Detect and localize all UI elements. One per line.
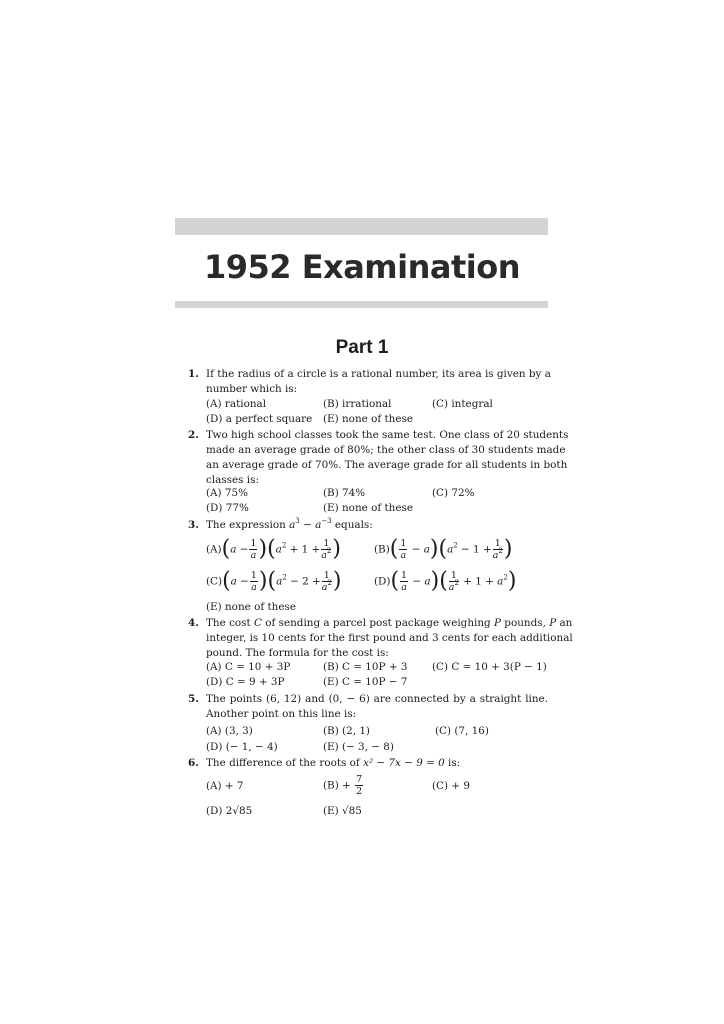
header-rule-bottom [175, 301, 548, 308]
section-heading: Part 1 [335, 337, 389, 358]
problem-5-stem-line: Another point on this line is: [206, 708, 357, 720]
problem-6-option-a: (A) + 7 [206, 780, 244, 792]
problem-2-option-d: (D) 77% [206, 502, 249, 514]
problem-4-stem-line: The cost C of sending a parcel post package weighing P pounds, P an [206, 617, 573, 629]
problem-4-option-a: (A) C = 10 + 3P [206, 661, 291, 673]
problem-3-option-b: (B)( $\frac{1}{a}$ − $a)(a^2 - 1$ + $\frac{1}{a^2}$ ) [374, 536, 513, 562]
problem-number: 2. [188, 429, 199, 441]
problem-4-option-b: (B) C = 10P + 3 [323, 661, 408, 673]
problem-2-stem-line: made an average grade of 80%; the other class of 30 students made [206, 444, 566, 456]
problem-2-option-a: (A) 75% [206, 487, 249, 499]
problem-5-option-e: (E) (− 3, − 8) [323, 741, 394, 753]
option-label: (A) [206, 543, 222, 556]
problem-4-option-e: (E) C = 10P − 7 [323, 676, 408, 688]
problem-5-stem-line: The points (6, 12) and (0, − 6) are connected by a straight line. [206, 693, 548, 705]
problem-1-stem-line: If the radius of a circle is a rational number, its area is given by a [206, 368, 551, 380]
problem-5-option-b: (B) (2, 1) [323, 725, 370, 737]
problem-4-option-c: (C) C = 10 + 3(P − 1) [432, 661, 547, 673]
problem-5-option-d: (D) (− 1, − 4) [206, 741, 278, 753]
problem-1-option-c: (C) integral [432, 398, 493, 410]
option-label: (B) [374, 543, 390, 556]
problem-2-option-c: (C) 72% [432, 487, 475, 499]
problem-3-stem: The expression $a^3 - a^{-3}$ equals: [206, 517, 373, 531]
option-label: (D) [374, 575, 391, 588]
problem-4-stem-line: integer, is 10 cents for the first pound and 3 cents for each additional [206, 632, 573, 644]
problem-2-stem-line: Two high school classes took the same test. One class of 20 students [206, 429, 569, 441]
problem-1-option-a: (A) rational [206, 398, 267, 410]
header-rule-top [175, 218, 548, 235]
problem-2-stem-line: an average grade of 70%. The average grade for all students in both [206, 459, 568, 471]
problem-number: 5. [188, 693, 199, 705]
problem-2-option-e: (E) none of these [323, 502, 413, 514]
problem-1-stem-line: number which is: [206, 383, 298, 395]
problem-5-option-a: (A) (3, 3) [206, 725, 253, 737]
problem-3-option-c: (C)(a − $\frac{1}{a}$ )($a^2 - 2$ + $\frac{1}{a^2}$ ) [206, 568, 342, 594]
problem-6-option-e: (E) √85 [323, 805, 362, 817]
problem-2-stem-line: classes is: [206, 474, 259, 486]
problem-4-option-d: (D) C = 9 + 3P [206, 676, 285, 688]
option-label: (C) [206, 575, 223, 588]
problem-6-option-c: (C) + 9 [432, 780, 470, 792]
problem-number: 1. [188, 368, 199, 380]
problem-1-option-e: (E) none of these [323, 413, 413, 425]
problem-1-option-d: (D) a perfect square [206, 413, 313, 425]
problem-5-option-c: (C) (7, 16) [435, 725, 489, 737]
problem-number: 4. [188, 617, 199, 629]
problem-3-option-a: (A)(a − $\frac{1}{a}$ )($a^2 + 1$ + $\frac{1}{a^2}$ ) [206, 536, 341, 562]
problem-6-option-d: (D) 2√85 [206, 805, 253, 817]
page-title: 1952 Examination [203, 248, 520, 286]
problem-1-option-b: (B) irrational [323, 398, 392, 410]
problem-number: 6. [188, 757, 199, 769]
problem-3-option-e: (E) none of these [206, 601, 296, 613]
problem-3-option-d: (D)( $\frac{1}{a}$ − a)( $\frac{1}{a^2}$ + $1 + a^2$) [374, 568, 517, 594]
problem-6-stem: The difference of the roots of x² − 7x − 9 = 0 is: [206, 757, 461, 769]
problem-number: 3. [188, 519, 199, 531]
problem-6-option-b: (B) + $\frac{7}{2}$ [323, 774, 363, 797]
problem-2-option-b: (B) 74% [323, 487, 366, 499]
problem-4-stem-line: pound. The formula for the cost is: [206, 647, 389, 659]
